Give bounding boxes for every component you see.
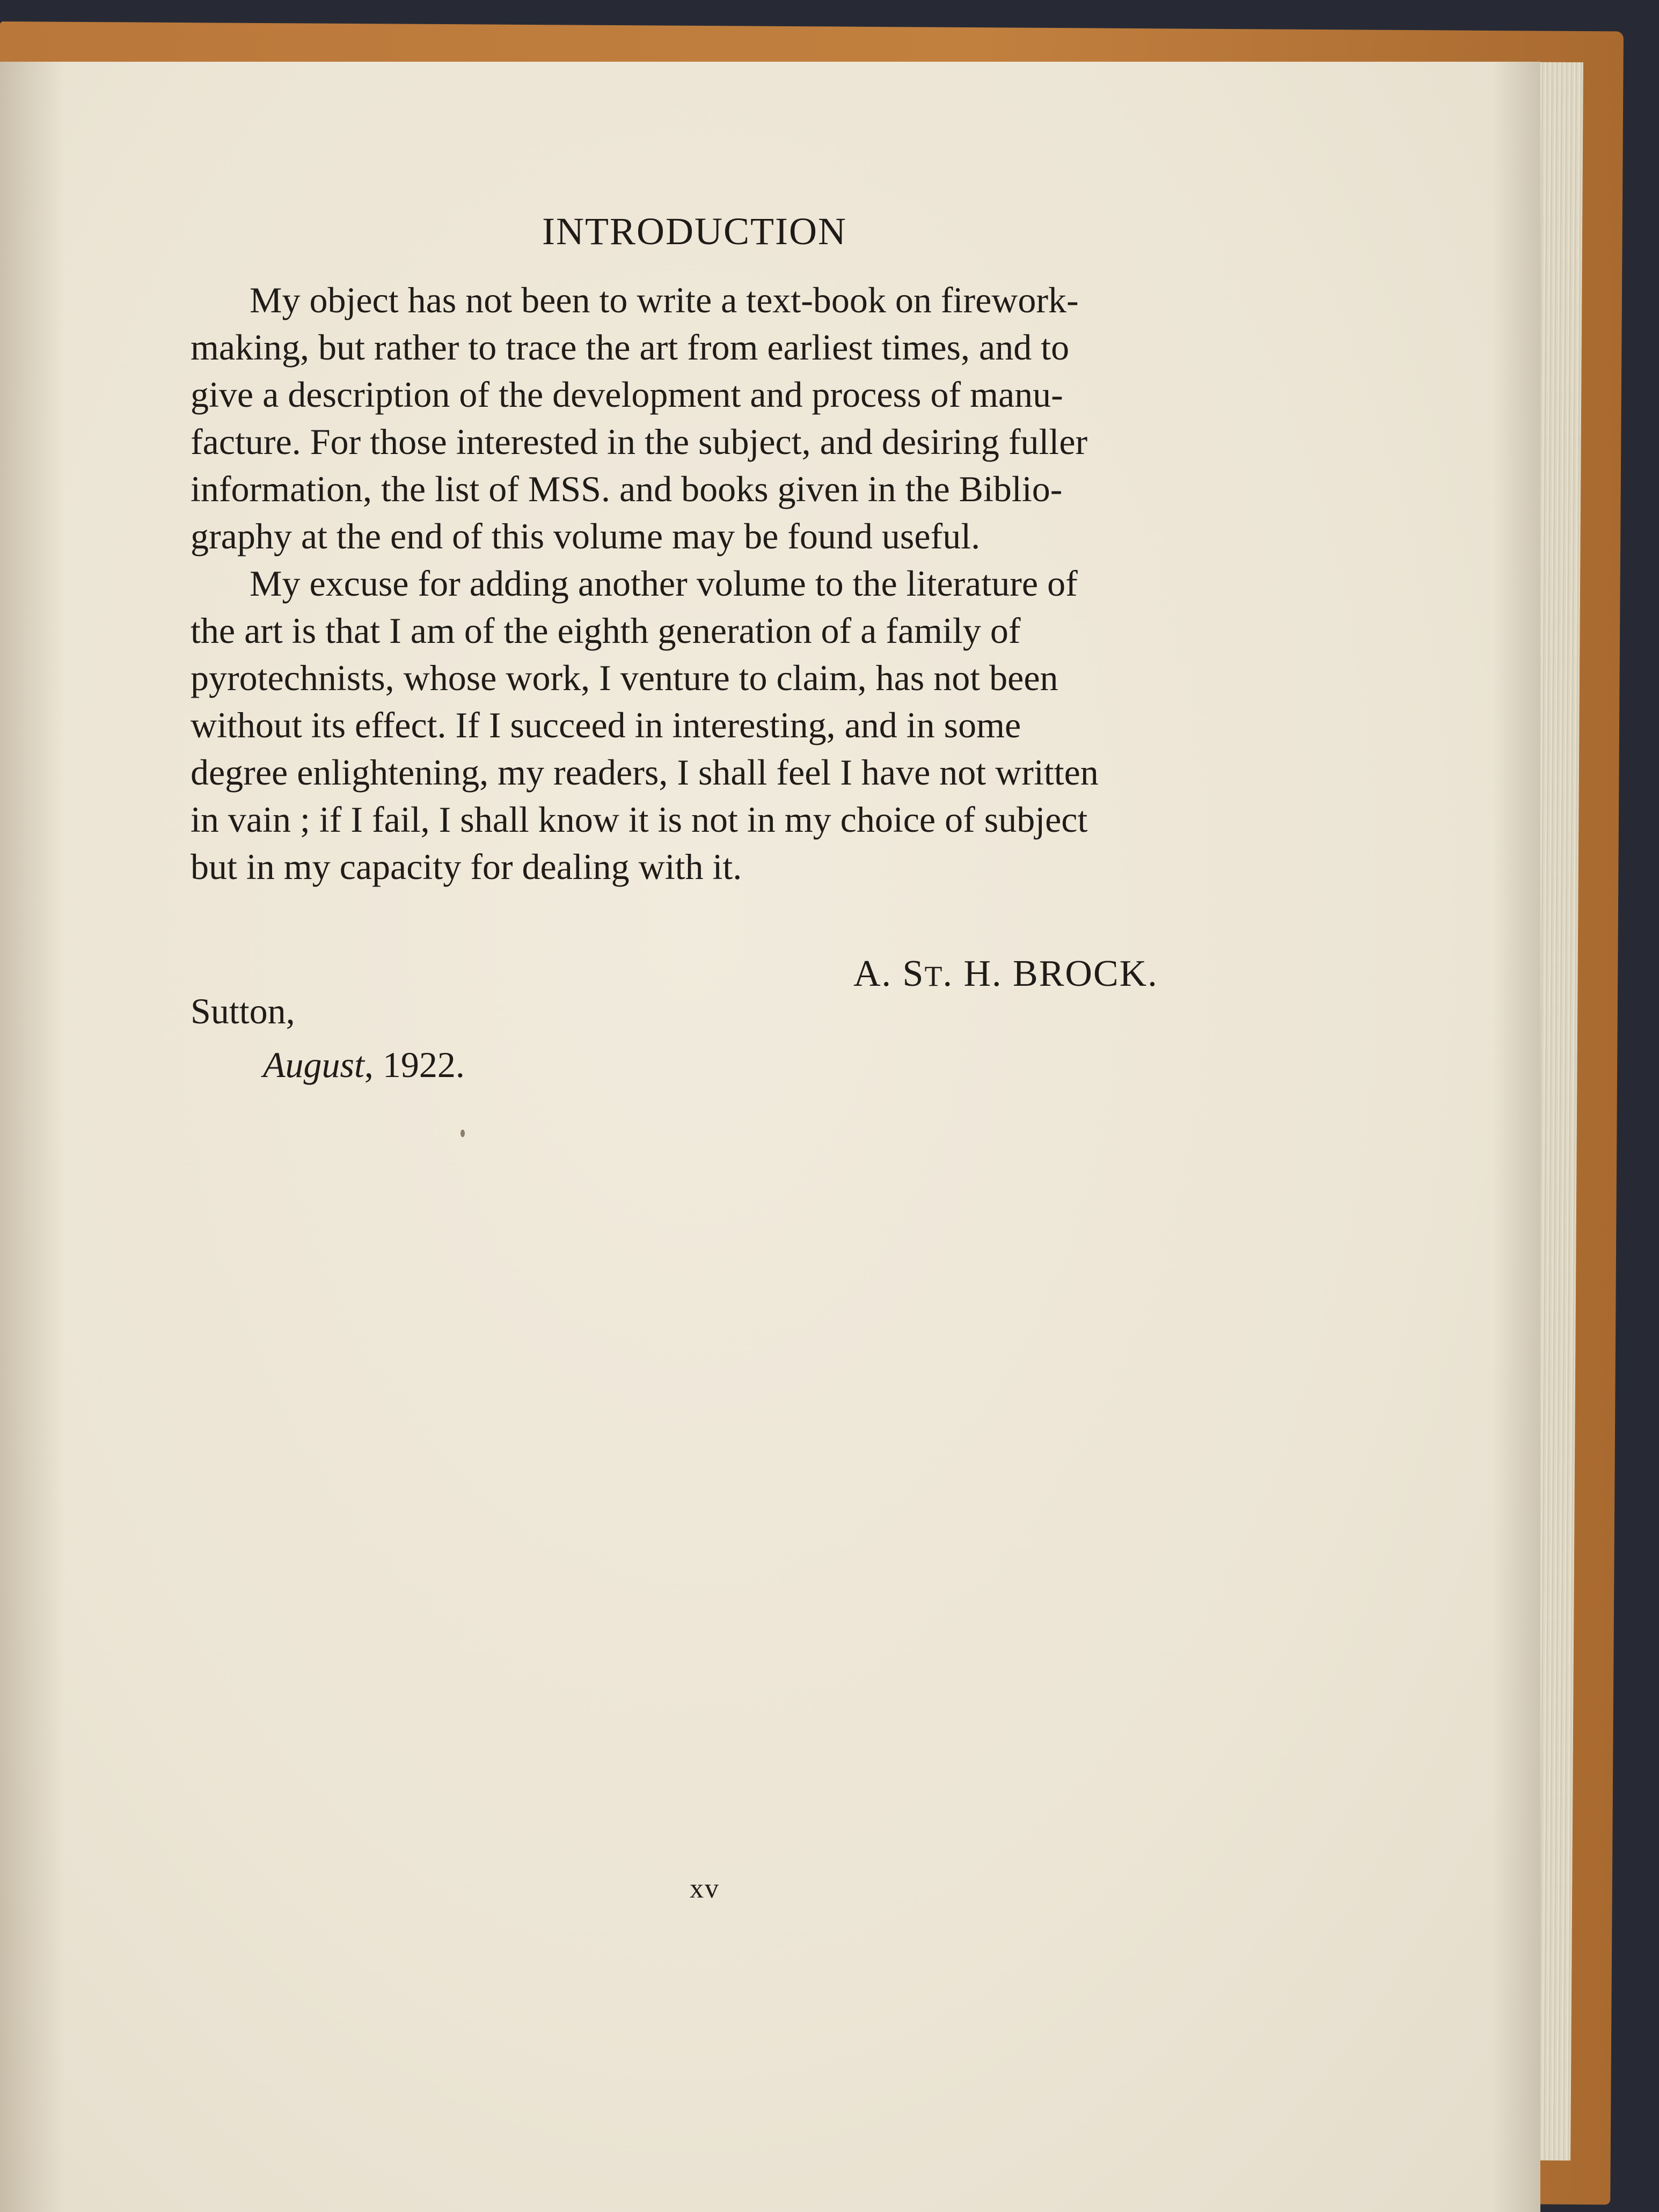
paragraph-line: making, but rather to trace the art from earliest times, and to bbox=[191, 327, 1070, 368]
signature-prefix: A. S bbox=[853, 953, 925, 994]
paragraph-line: facture. For those interested in the subject, and desiring fuller bbox=[191, 421, 1088, 462]
date-rest: , 1922. bbox=[364, 1044, 465, 1085]
date-month: August bbox=[263, 1044, 364, 1085]
page-number: xv bbox=[690, 1873, 720, 1904]
paragraph-line: give a description of the development and process of manu- bbox=[191, 374, 1063, 415]
paragraph-line: pyrotechnists, whose work, I venture to claim, has not been bbox=[191, 657, 1058, 698]
author-signature bbox=[853, 953, 1158, 995]
paragraph-line: information, the list of MSS. and books given in the Biblio- bbox=[191, 468, 1063, 509]
paragraph-line: My excuse for adding another volume to the literature of bbox=[250, 563, 1078, 604]
book-page bbox=[0, 62, 1540, 2212]
paragraph-line: degree enlightening, my readers, I shall feel I have not written bbox=[191, 752, 1099, 793]
paragraph-line: in vain ; if I fail, I shall know it is not in my choice of subject bbox=[191, 799, 1088, 840]
paper-speck bbox=[461, 1130, 465, 1137]
paragraph-line: but in my capacity for dealing with it. bbox=[191, 846, 742, 887]
page-heading: INTRODUCTION bbox=[542, 210, 847, 253]
gutter-shadow bbox=[0, 62, 64, 2212]
paragraph-line: the art is that I am of the eighth generation of a family of bbox=[191, 610, 1021, 651]
signature-suffix: . H. BROCK. bbox=[942, 953, 1158, 994]
paragraph-line: My object has not been to write a text-book on firework- bbox=[250, 280, 1079, 320]
signature-smallcap: T bbox=[924, 960, 943, 992]
page-edge-shadow bbox=[1492, 62, 1540, 2212]
place-line: Sutton, bbox=[191, 991, 295, 1031]
date-line bbox=[263, 1044, 465, 1086]
paragraph-line: graphy at the end of this volume may be found useful. bbox=[191, 516, 981, 556]
paragraph-line: without its effect. If I succeed in interesting, and in some bbox=[191, 705, 1021, 745]
